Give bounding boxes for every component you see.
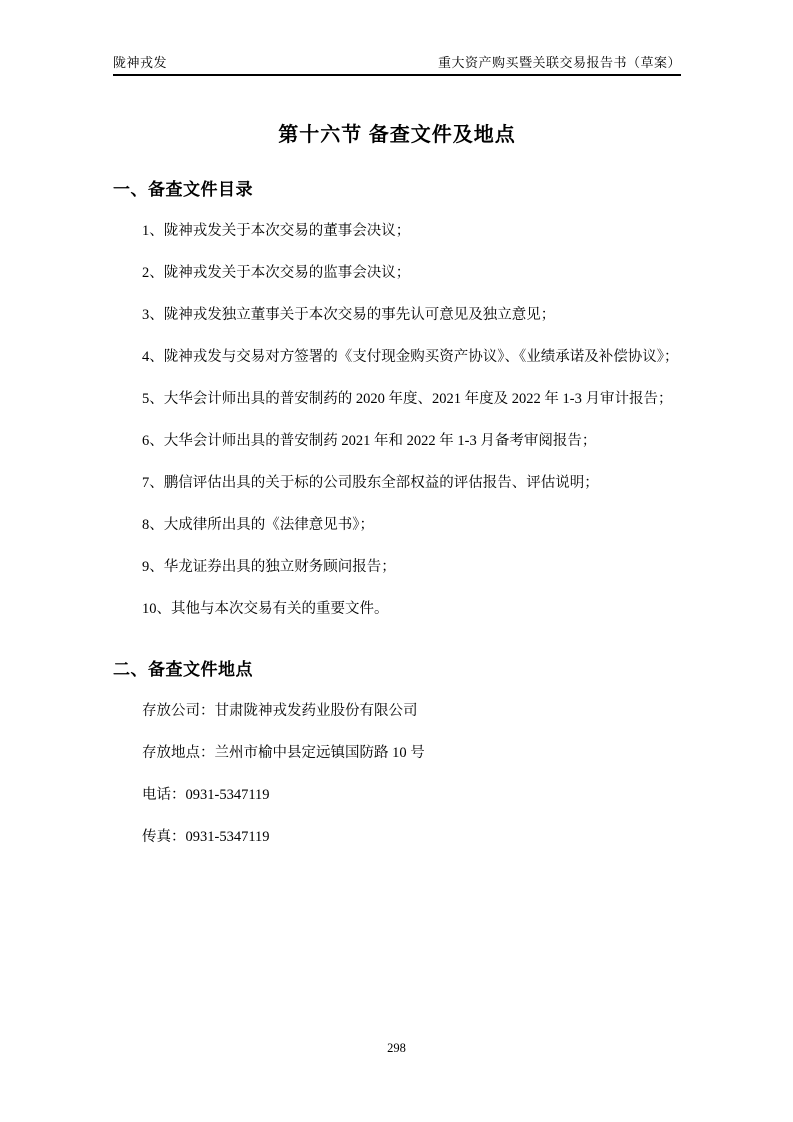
page-number: 298	[387, 1041, 406, 1055]
catalog-item-8: 8、大成律所出具的《法律意见书》；	[142, 517, 374, 533]
chapter-title: 第十六节 备查文件及地点	[278, 124, 516, 146]
header-left-text: 陇神戎发	[113, 55, 168, 70]
header-right-text: 重大资产购买暨关联交易报告书（草案）	[437, 55, 681, 70]
catalog-item-4: 4、陇神戎发与交易对方签署的《支付现金购买资产协议》、《业绩承诺及补偿协议》；	[142, 349, 679, 365]
catalog-item-6: 6、大华会计师出具的普安制药 2021 年和 2022 年 1-3 月备考审阅报告；	[142, 433, 597, 449]
location-company: 存放公司：甘肃陇神戎发药业股份有限公司	[142, 703, 418, 719]
catalog-item-7: 7、鹏信评估出具的关于标的公司股东全部权益的评估报告、评估说明；	[142, 475, 599, 491]
catalog-item-10: 10、其他与本次交易有关的重要文件。	[142, 601, 389, 617]
page-header	[113, 0, 681, 76]
location-fax: 传真：0931-5347119	[142, 829, 270, 845]
catalog-item-2: 2、陇神戎发关于本次交易的监事会决议；	[142, 265, 411, 281]
catalog-item-9: 9、华龙证券出具的独立财务顾问报告；	[142, 559, 396, 575]
catalog-item-1: 1、陇神戎发关于本次交易的董事会决议；	[142, 223, 411, 239]
catalog-item-5: 5、大华会计师出具的普安制药的 2020 年度、2021 年度及 2022 年 1-3 月审计报告；	[142, 391, 673, 407]
section-1-heading: 一、备查文件目录	[113, 180, 253, 199]
location-phone: 电话：0931-5347119	[142, 787, 270, 803]
section-2-heading: 二、备查文件地点	[113, 660, 253, 679]
location-address: 存放地点：兰州市榆中县定远镇国防路 10 号	[142, 745, 425, 761]
catalog-item-3: 3、陇神戎发独立董事关于本次交易的事先认可意见及独立意见；	[142, 307, 556, 323]
